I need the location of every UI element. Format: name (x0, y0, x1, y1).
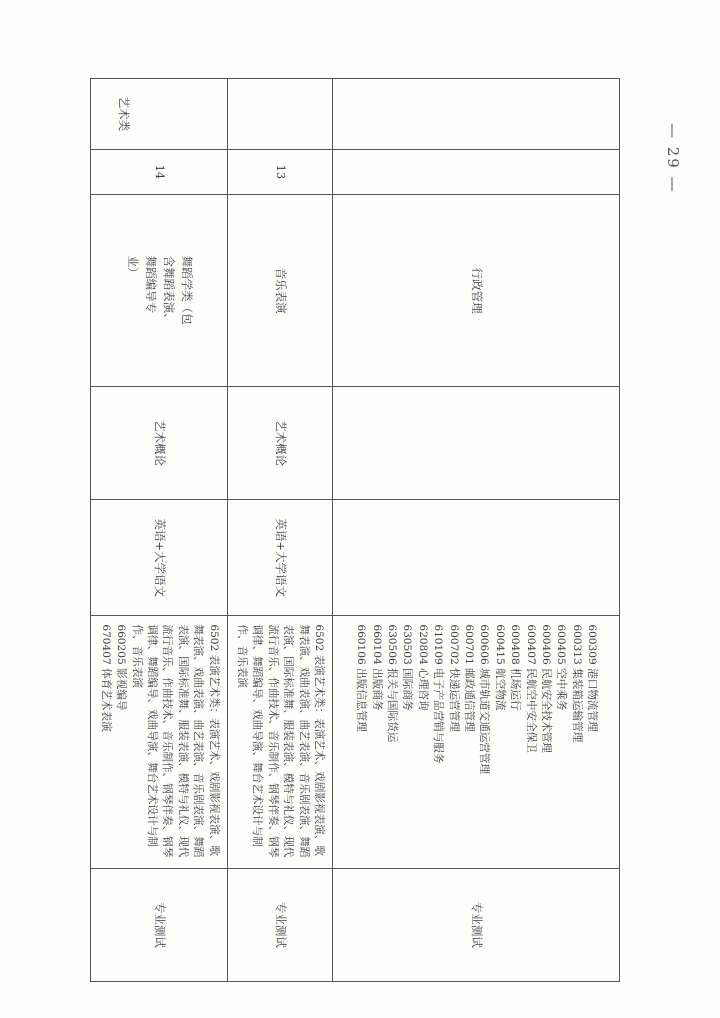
majors-list-cell (91, 616, 227, 869)
list-item: 600701 邮政通信管理 (463, 624, 475, 732)
list-item: 600405 空中乘务 (555, 624, 568, 711)
exam-subject-2-cell: 英语+大学语文 (227, 500, 332, 616)
list-item: 660205 影视编导 (115, 624, 128, 711)
list-item: 630503 国际商务 (401, 624, 414, 711)
exam-subject-1-cell: 艺术概论 (227, 387, 332, 500)
list-item: 620804 心理咨询 (416, 624, 429, 711)
number-cell (333, 149, 620, 194)
list-item: 600406 民航安全技术管理 (540, 624, 553, 753)
number-cell: 14 (91, 149, 227, 194)
list-item: 660104 出版商务 (370, 624, 383, 711)
list-item: 600606 城市轨道交通运营管理 (478, 624, 491, 775)
category-label: 艺术类 (116, 96, 131, 132)
majors-list-cell (227, 616, 332, 869)
list-item: 600407 民航空中安全保卫 (524, 624, 537, 753)
category-cell (333, 79, 620, 150)
major-name-text: 舞蹈学类（包含舞蹈表演、舞蹈编导专业） (126, 255, 194, 325)
list-item: 600309 港口物流管理 (586, 624, 599, 732)
majors-paragraph: 6502 表演艺术类：表演艺术、戏剧影视表演、歌舞表演、戏曲表演、曲艺表演、音乐剧表演、舞蹈表演、国际标准舞、服装表演、模特与礼仪、现代流行音乐、作曲技术、音乐制作、钢琴伴奏、钢琴调律、舞蹈编导、戏曲导演、舞台艺术设计与制作、音乐表演 (235, 624, 325, 858)
list-item: 600702 快递运营管理 (447, 624, 460, 732)
majors-list (347, 616, 606, 868)
majors-list-cell (333, 616, 620, 869)
major-name-cell (333, 195, 620, 387)
list-item: 610109 电子产品营销与服务 (432, 624, 445, 764)
list-item: 600408 机场运行 (509, 624, 522, 711)
list-item: 670407 体育艺术表演 (99, 624, 112, 732)
major-name-cell: 音乐表演 (227, 195, 332, 387)
test-type-cell: 专业测试 (227, 868, 332, 981)
test-type-cell: 专业测试 (333, 868, 620, 981)
test-type-cell: 专业测试 (91, 868, 227, 981)
major-name-text: 行政管理 (469, 267, 484, 314)
majors-paragraph-text: 6502 表演艺术类：表演艺术、戏剧影视表演、歌舞表演、戏曲表演、曲艺表演、音乐剧表演、舞蹈表演、国际标准舞、服装表演、模特与礼仪、现代流行音乐、作曲技术、音乐制作、钢琴伴奏、钢琴调律、舞蹈编导、戏曲导演、舞台艺术设计与制作、音乐表演 (130, 624, 220, 858)
table-row-13 (227, 79, 332, 982)
list-item: 600415 航空物流 (493, 624, 506, 711)
category-cell (227, 79, 332, 150)
table-row-14 (91, 79, 227, 982)
page-number: — 29 — (664, 122, 682, 194)
majors-paragraph (91, 616, 226, 868)
admission-table (90, 78, 620, 982)
major-name-cell (91, 195, 227, 387)
rotated-table-sheet (99, 78, 620, 982)
category-cell (91, 79, 227, 150)
exam-subject-1-cell: 艺术概论 (91, 387, 227, 500)
list-item: 660106 出版信息管理 (355, 624, 368, 732)
number-cell: 13 (227, 149, 332, 194)
exam-subject-2-cell (333, 500, 620, 616)
list-item: 630506 报关与国际货运 (385, 624, 398, 743)
list-item: 600313 集装箱运输管理 (570, 624, 583, 743)
exam-subject-2-cell: 英语+大学语文 (91, 500, 227, 616)
exam-subject-1-cell (333, 387, 620, 500)
table-row-continuation (333, 79, 620, 982)
